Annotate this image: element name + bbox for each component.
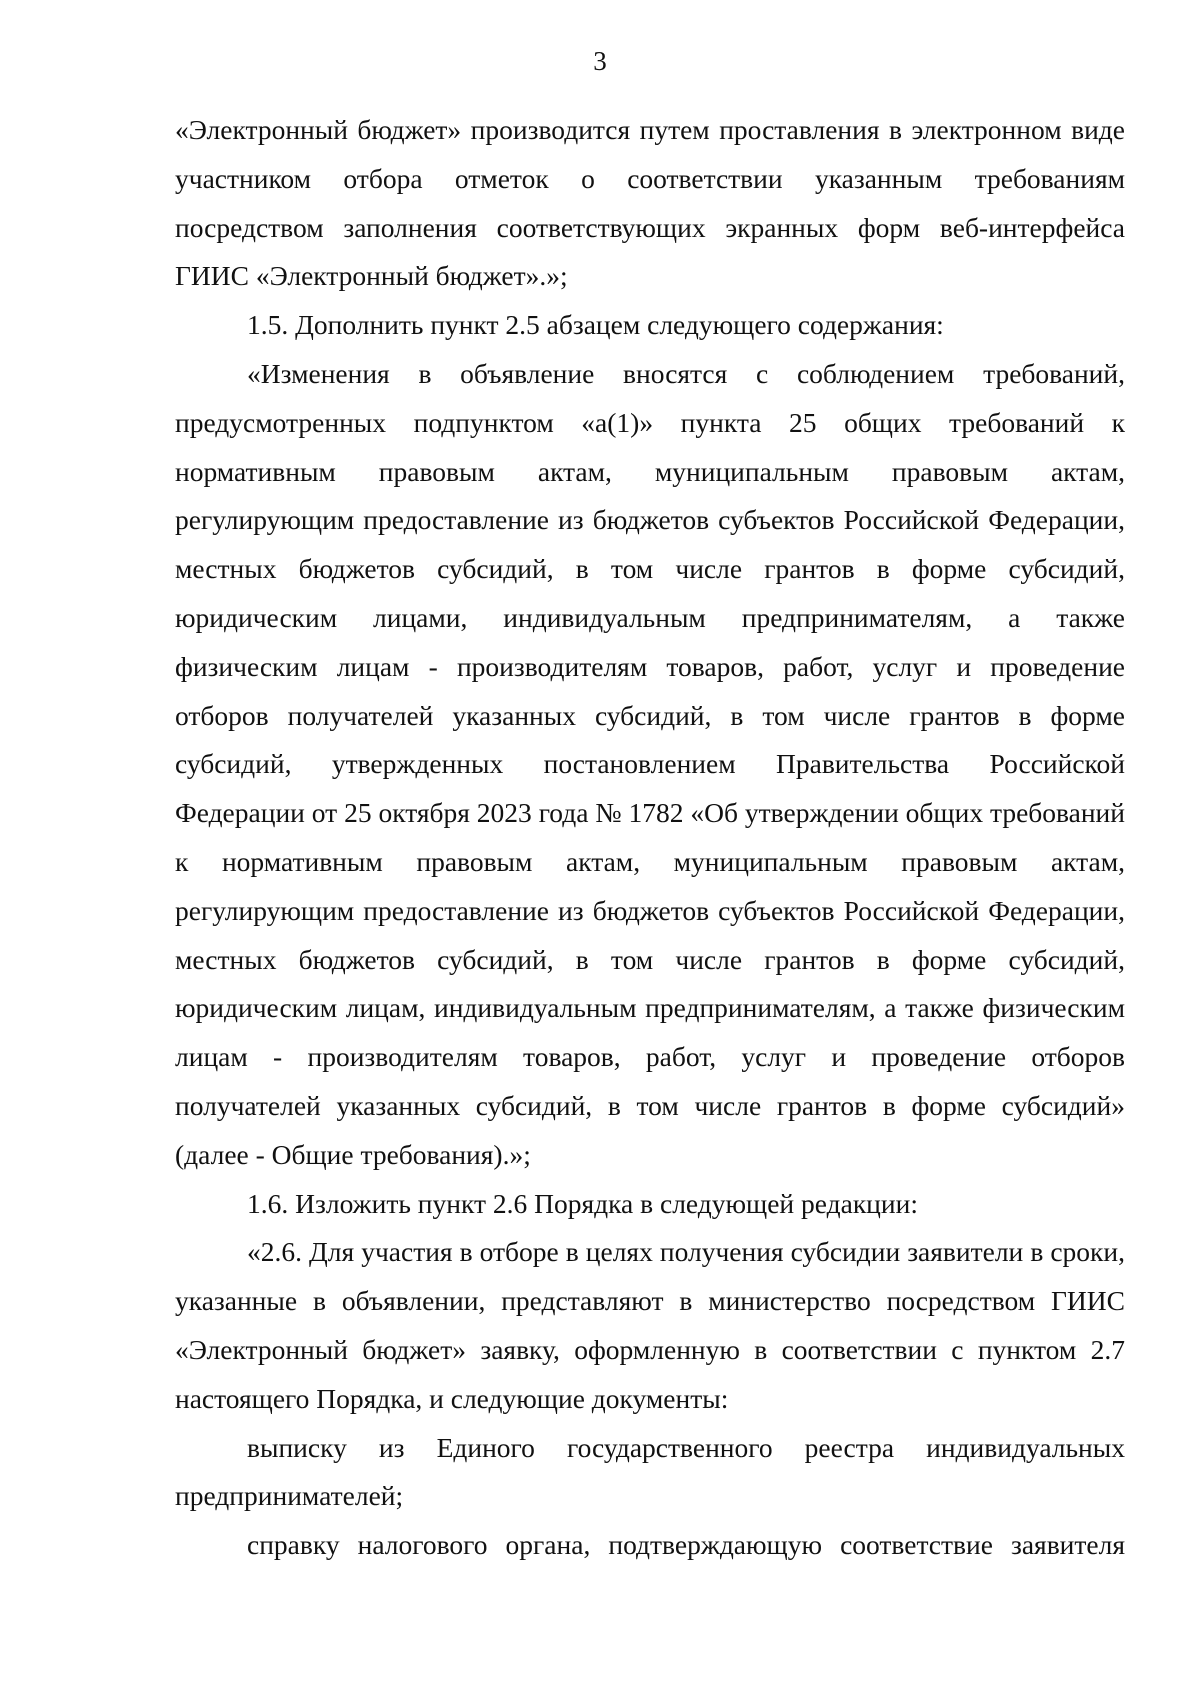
paragraph-item-1-5: 1.5. Дополнить пункт 2.5 абзацем следующего содержания: bbox=[247, 309, 944, 341]
paragraph-item-2-6: «2.6. Для участия в отборе в целях получения субсидии заявители в сроки, указанные в объявлении, представляют в министерство посредством ГИИС «Электронный бюджет» заявку, оформленную в соответствии с пунктом 2.7 настоящего Порядка, и следующие документы: bbox=[175, 1236, 1125, 1414]
paragraph-continuation: «Электронный бюджет» производится путем проставления в электронном виде участником отбора отметок о соответствии указанным требованиям посредством заполнения соответствующих экранных форм веб-интерфейса ГИИС «Электронный бюджет».»; bbox=[175, 114, 1125, 292]
page-number: 3 bbox=[593, 46, 607, 76]
paragraph-tax-certificate: справку налогового органа, подтверждающую соответствие заявителя bbox=[247, 1529, 1125, 1561]
paragraph-egrip-extract: выписку из Единого государственного реестра индивидуальных предпринимателей; bbox=[175, 1431, 1125, 1512]
document-body bbox=[175, 106, 1125, 1570]
paragraph-item-1-6: 1.6. Изложить пункт 2.6 Порядка в следующей редакции: bbox=[247, 1187, 918, 1219]
paragraph-amendment-text: «Изменения в объявление вносятся с соблюдением требований, предусмотренных подпунктом «а(1)» пункта 25 общих требований к нормативным правовым актам, муниципальным правовым актам, регулирующим предоставление из бюджетов субъектов Российской Федерации, местных бюджетов субсидий, в том числе грантов в форме субсидий, юридическим лицами, индивидуальным предпринимателям, а также физическим лицам - производителям товаров, работ, услуг и проведение отборов получателей указанных субсидий, в том числе грантов в форме субсидий, утвержденных постановлением Правительства Российской Федерации от 25 октября 2023 года № 1782 «Об утверждении общих требований к нормативным правовым актам, муниципальным правовым актам, регулирующим предоставление из бюджетов субъектов Российской Федерации, местных бюджетов субсидий, в том числе грантов в форме субсидий, юридическим лицам, индивидуальным предпринимателям, а также физическим лицам - производителям товаров, работ, услуг и проведение отборов получателей указанных субсидий, в том числе грантов в форме субсидий» (далее - Общие требования).»; bbox=[175, 357, 1125, 1170]
